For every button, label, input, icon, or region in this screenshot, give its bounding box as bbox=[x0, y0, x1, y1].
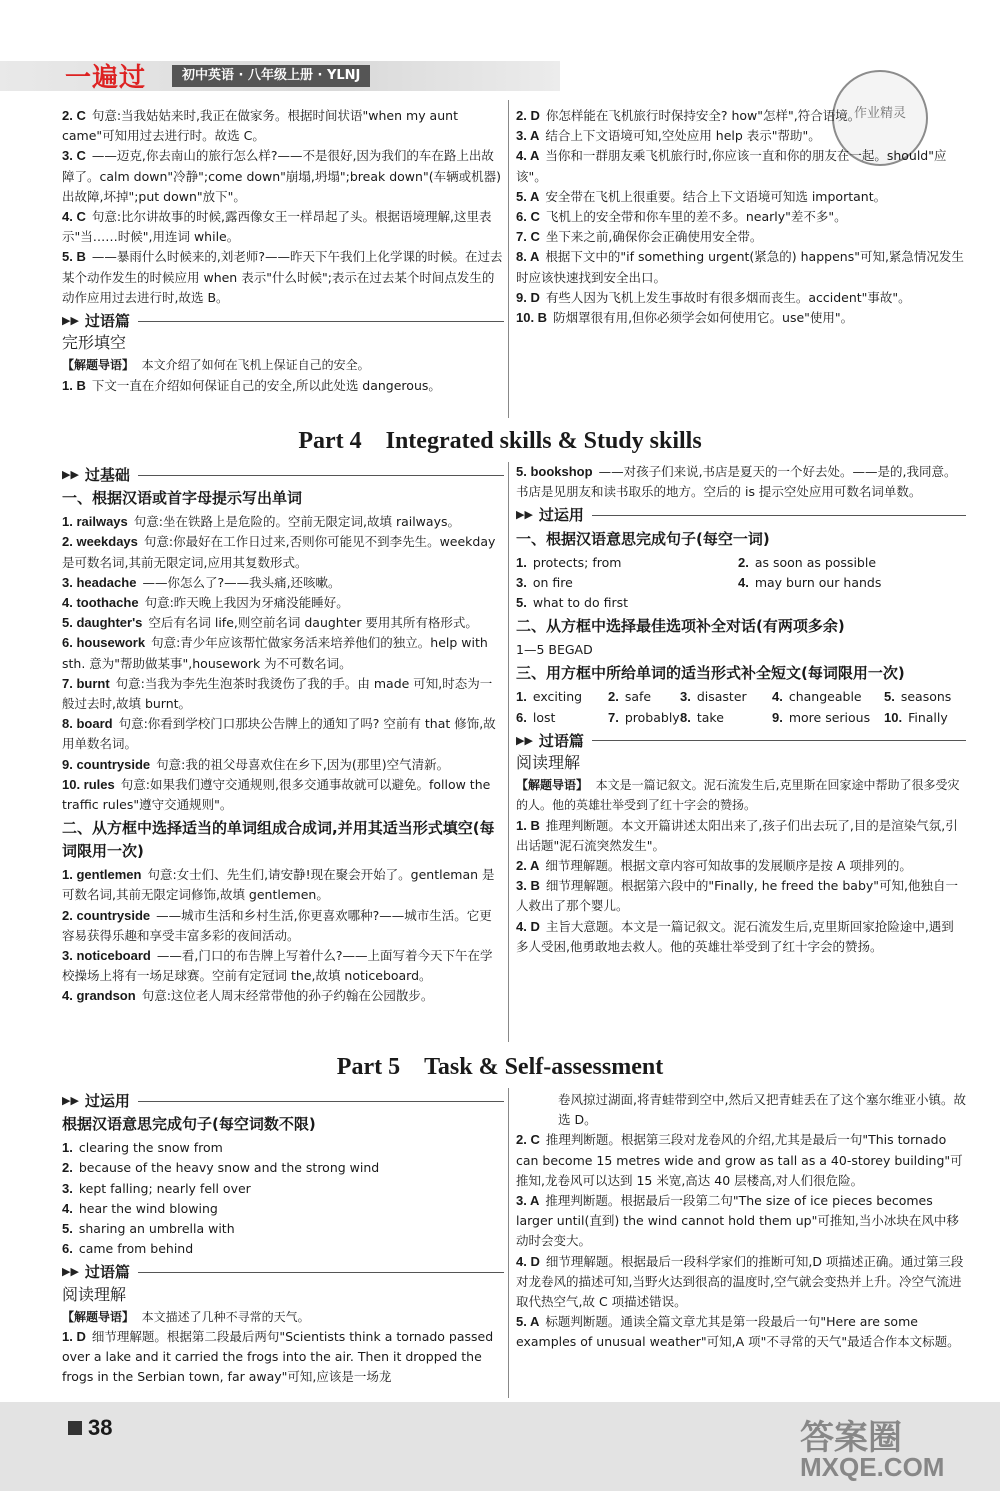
item-number: 5. bbox=[62, 1221, 73, 1237]
item-number: 10. B bbox=[516, 310, 548, 326]
item-number: 6. bbox=[62, 1241, 73, 1257]
answer-item bbox=[516, 1191, 966, 1252]
item-text: 推理判断题。本文开篇讲述太阳出来了,孩子们出去玩了,目的是渲染气氛,引出话题"泥石流突然发生"。 bbox=[516, 817, 958, 853]
answer-item: 1. B 下文一直在介绍如何保证自己的安全,所以此处选 dangerous。 bbox=[62, 377, 441, 393]
item-text: 根据下文中的"if something urgent(紧急的) happens"可知,紧急情况发生时应该快速找到安全出口。 bbox=[516, 249, 964, 285]
answer-item bbox=[62, 1199, 504, 1219]
answer-item bbox=[62, 946, 504, 986]
top-left-column bbox=[62, 106, 504, 396]
item-number: 9. bbox=[772, 709, 783, 725]
top-right-column bbox=[516, 106, 966, 328]
section-rule bbox=[138, 1101, 504, 1102]
watermark-text: 答案圈 bbox=[800, 1418, 902, 1458]
section-rule bbox=[592, 740, 966, 741]
answer-item bbox=[62, 906, 504, 946]
task-heading: 二、从方框中选择最佳选项补全对话(有两项多余) bbox=[516, 617, 845, 636]
item-number: 7. C bbox=[516, 229, 540, 245]
item-text: what to do first bbox=[532, 595, 629, 611]
answer-item: 1. D 细节理解题。根据第二段最后两句"Scientists think a tornado passed over a lake and it carried the frogs into the air. Then it dropped the frogs in the Serbian town, far away"可知,应该是一场龙 bbox=[62, 1329, 494, 1385]
item-text: 句意:当我姑姑来时,我正在做家务。根据时间状语"when my aunt came"可知用过去进行时。故选 C。 bbox=[62, 108, 458, 144]
item-text: more serious bbox=[788, 709, 871, 725]
item-text: probably bbox=[624, 709, 680, 725]
subhead-cloze: 完形填空 bbox=[62, 333, 127, 353]
item-number: 2. weekdays bbox=[62, 534, 138, 550]
answer-continuation: 卷风掠过湖面,将青蛙带到空中,然后又把青蛙丢在了这个塞尔维亚小镇。故选 D。 bbox=[558, 1092, 966, 1128]
item-text: Finally bbox=[908, 709, 948, 725]
item-number: 2. bbox=[608, 689, 619, 705]
answer-item bbox=[516, 288, 966, 308]
section-label-application: ▶▶ 过运用 bbox=[62, 1091, 504, 1111]
item-text: 句意:如果我们遵守交通规则,很多交通事故就可以避免。follow the traffic rules"遵守交通规则"。 bbox=[62, 776, 491, 813]
column-divider bbox=[508, 1088, 509, 1398]
part4-right-column bbox=[516, 462, 966, 957]
item-text: lost bbox=[532, 709, 556, 725]
item-text: 飞机上的安全带和你车里的差不多。nearly"差不多"。 bbox=[545, 209, 847, 225]
answer-row bbox=[516, 593, 966, 613]
chevron-icon: ▶▶ bbox=[62, 314, 79, 328]
item-text: 句意:女士们、先生们,请安静!现在聚会开始了。gentleman 是可数名词,其前无限定词修饰,故填 gentlemen。 bbox=[62, 867, 495, 903]
chevron-icon: ▶▶ bbox=[62, 468, 79, 481]
answer-item: 1—5 BEGAD bbox=[516, 642, 593, 658]
task-heading: 二、从方框中选择适当的单词组成合成词,并用其适当形式填空(每词限用一次) bbox=[62, 819, 495, 861]
item-number: 3. C bbox=[62, 148, 86, 164]
item-text: safe bbox=[624, 689, 652, 705]
section-rule bbox=[592, 515, 966, 516]
item-text: seasons bbox=[900, 689, 952, 705]
item-number: 1. bbox=[62, 1140, 73, 1156]
item-text: 你怎样能在飞机旅行时保持安全? how"怎样",符合语境。 bbox=[545, 108, 861, 123]
subhead-reading: 阅读理解 bbox=[516, 753, 581, 773]
answer-item bbox=[62, 755, 504, 775]
item-number: 2. C bbox=[516, 1132, 540, 1148]
item-number: 3. bbox=[62, 1180, 73, 1196]
answer-item bbox=[62, 532, 504, 572]
item-number: 3. bbox=[516, 574, 527, 590]
part5-left-column bbox=[62, 1088, 504, 1388]
item-number: 3. noticeboard bbox=[62, 948, 151, 964]
answer-cell bbox=[516, 593, 738, 613]
answer-item bbox=[62, 714, 504, 754]
answer-item bbox=[62, 633, 504, 673]
section-label-reading: ▶▶ 过语篇 bbox=[62, 1262, 504, 1282]
item-number: 1. gentlemen bbox=[62, 867, 142, 883]
answer-item bbox=[62, 613, 504, 633]
answer-cell bbox=[884, 687, 966, 707]
item-number: 8. bbox=[680, 709, 691, 725]
item-text: came from behind bbox=[78, 1241, 194, 1257]
item-text: ——迈克,你去南山的旅行怎么样?——不是很好,因为我们的车在路上出故障了。calm down"冷静";come down"崩塌,坍塌";break down"(车辆或机器)出故障,坏掉";put down"放下"。 bbox=[62, 148, 501, 204]
part5-right-column bbox=[516, 1090, 966, 1353]
square-icon bbox=[68, 1421, 82, 1435]
item-number: 6. bbox=[516, 709, 527, 725]
item-text: 标题判断题。通读全篇文章尤其是第一段最后一句"Here are some examples of unusual weather"可知,A 项"不寻常的天气"最适合作本文标题。 bbox=[516, 1314, 960, 1350]
item-number: 8. board bbox=[62, 716, 113, 732]
answer-item bbox=[516, 917, 966, 957]
item-text: 结合上下文语境可知,空处应用 help 表示"帮助"。 bbox=[545, 128, 821, 144]
item-text: ——暴雨什么时候来的,刘老师?——昨天下午我们上化学课的时候。在过去某个动作发生的时候应用 when 表示"什么时候";表示在过去某个时间点发生的动作应用过去进行时,故选 B。 bbox=[62, 249, 503, 305]
section-label-reading: ▶▶ 过语篇 bbox=[62, 311, 504, 331]
item-number: 9. D bbox=[516, 289, 540, 305]
guide-text: 【解题导语】 本文是一篇记叙文。泥石流发生后,克里斯在回家途中帮助了很多受灾的人。他的英雄壮举受到了红十字会的赞扬。 bbox=[516, 778, 960, 813]
item-text: exciting bbox=[532, 689, 583, 705]
item-number: 4. bbox=[738, 574, 749, 590]
item-text: 句意:昨天晚上我因为牙痛没能睡好。 bbox=[144, 595, 349, 611]
item-text: 句意:这位老人周末经常带他的孙子约翰在公园散步。 bbox=[141, 988, 434, 1004]
answer-item bbox=[62, 1239, 504, 1259]
item-number: 6. housework bbox=[62, 635, 146, 651]
guide-text: 【解题导语】 本文介绍了如何在飞机上保证自己的安全。 bbox=[62, 358, 370, 373]
part4-left-column bbox=[62, 462, 504, 1007]
answer-item bbox=[516, 308, 966, 328]
item-text: clearing the snow from bbox=[78, 1140, 223, 1156]
item-number: 2. bbox=[738, 554, 749, 570]
column-divider bbox=[508, 100, 509, 418]
item-number: 4. bbox=[772, 689, 783, 705]
item-number: 9. countryside bbox=[62, 756, 151, 772]
answer-item bbox=[516, 187, 966, 207]
answer-cell bbox=[516, 708, 608, 728]
item-number: 3. A bbox=[516, 1193, 540, 1209]
book-subtitle: 初中英语 · 八年级上册 · YLNJ bbox=[172, 65, 370, 87]
item-number: 2. A bbox=[516, 858, 540, 874]
item-number: 4. C bbox=[62, 209, 86, 225]
answer-item bbox=[62, 1138, 504, 1158]
answer-item bbox=[516, 207, 966, 227]
answer-item bbox=[516, 126, 966, 146]
item-text: 推理判断题。根据最后一段第二句"The size of ice pieces becomes larger until(直到) the wind cannot hold them up"可推知,当小冰块在风中移动时会变大。 bbox=[516, 1193, 959, 1249]
answer-cell bbox=[738, 553, 966, 573]
item-text: may burn our hands bbox=[754, 574, 882, 590]
item-text: 有些人因为飞机上发生事故时有很多烟而丧生。accident"事故"。 bbox=[545, 289, 911, 305]
book-logo: 一遍过 bbox=[65, 63, 147, 93]
answer-item bbox=[62, 106, 504, 146]
item-number: 4. grandson bbox=[62, 988, 136, 1004]
answer-item bbox=[62, 593, 504, 613]
section-rule bbox=[138, 321, 504, 322]
answer-item bbox=[516, 1130, 966, 1191]
item-number: 8. A bbox=[516, 249, 540, 265]
item-text: kept falling; nearly fell over bbox=[78, 1180, 251, 1196]
item-text: 句意:比尔讲故事的时候,露西像女王一样昂起了头。根据语境理解,这里表示"当……时候",用连词 while。 bbox=[62, 209, 492, 245]
task-heading: 一、根据汉语或首字母提示写出单词 bbox=[62, 489, 303, 508]
answer-cell bbox=[680, 687, 772, 707]
item-number: 2. bbox=[62, 1160, 73, 1176]
chevron-icon: ▶▶ bbox=[516, 508, 533, 522]
chevron-icon: ▶▶ bbox=[62, 1094, 79, 1107]
section-label-application: ▶▶ 过运用 bbox=[516, 505, 966, 525]
item-text: hear the wind blowing bbox=[78, 1200, 218, 1216]
answer-item bbox=[62, 207, 504, 247]
task-heading: 三、用方框中所给单词的适当形式补全短文(每词限用一次) bbox=[516, 664, 905, 683]
item-text: changeable bbox=[788, 689, 862, 705]
guide-text: 【解题导语】 本文描述了几种不寻常的天气。 bbox=[62, 1309, 310, 1324]
item-number: 5. A bbox=[516, 188, 540, 204]
part4-title: Part 4 Integrated skills & Study skills bbox=[298, 428, 702, 454]
answer-row bbox=[516, 708, 966, 728]
item-text: sharing an umbrella with bbox=[78, 1221, 235, 1237]
answer-cell bbox=[516, 687, 608, 707]
answer-item bbox=[62, 1219, 504, 1239]
answer-item bbox=[516, 247, 966, 287]
answer-item bbox=[62, 512, 504, 532]
item-number: 4. A bbox=[516, 148, 540, 164]
stamp-text: 作业精灵 bbox=[853, 106, 906, 121]
item-number: 2. D bbox=[516, 108, 540, 123]
item-number: 3. bbox=[680, 689, 691, 705]
answer-item bbox=[62, 775, 504, 815]
answer-cell bbox=[772, 687, 884, 707]
column-divider bbox=[508, 462, 509, 1042]
item-text: because of the heavy snow and the strong wind bbox=[78, 1160, 380, 1176]
item-number: 4. D bbox=[516, 918, 540, 934]
item-number: 3. headache bbox=[62, 574, 137, 590]
item-text: as soon as possible bbox=[754, 554, 877, 570]
section-label-reading: ▶▶ 过语篇 bbox=[516, 731, 966, 751]
item-text: 句意:我的祖父母喜欢住在乡下,因为(那里)空气清新。 bbox=[156, 756, 450, 772]
answer-row bbox=[516, 687, 966, 707]
answer-cell bbox=[738, 573, 966, 593]
item-text: 当你和一群朋友乘飞机旅行时,你应该一直和你的朋友在一起。should"应该"。 bbox=[516, 148, 947, 184]
section-label-basics: ▶▶ 过基础 bbox=[62, 465, 504, 485]
task-heading: 根据汉语意思完成句子(每空词数不限) bbox=[62, 1115, 316, 1134]
item-number: 1. bbox=[516, 689, 527, 705]
answer-cell bbox=[608, 687, 680, 707]
answer-cell bbox=[772, 708, 884, 728]
answer-cell bbox=[680, 708, 772, 728]
item-number: 5. bbox=[884, 689, 895, 705]
answer-item bbox=[62, 674, 504, 714]
answer-item bbox=[516, 876, 966, 916]
answer-row bbox=[516, 573, 966, 593]
answer-item bbox=[62, 986, 504, 1006]
answer-item: 5. bookshop ——对孩子们来说,书店是夏天的一个好去处。——是的,我同意。书店是见朋友和读书取乐的地方。空后的 is 提示空处应用可数名词单数。 bbox=[516, 464, 957, 500]
answer-item bbox=[62, 146, 504, 207]
subhead-reading: 阅读理解 bbox=[62, 1284, 127, 1304]
footer-band bbox=[0, 1402, 1000, 1491]
answer-item bbox=[516, 1252, 966, 1313]
item-number: 10. bbox=[884, 709, 903, 725]
answer-cell bbox=[516, 573, 738, 593]
item-number: 10. rules bbox=[62, 776, 115, 792]
item-text: take bbox=[696, 709, 724, 725]
item-text: 安全带在飞机上很重要。结合上下文语境可知选 important。 bbox=[545, 188, 887, 204]
item-text: 防烟罩很有用,但你必须学会如何使用它。use"使用"。 bbox=[553, 310, 854, 326]
item-number: 4. bbox=[62, 1200, 73, 1216]
item-number: 5. bbox=[516, 595, 527, 611]
item-number: 6. C bbox=[516, 209, 540, 225]
item-number: 4. toothache bbox=[62, 595, 139, 611]
answer-item bbox=[62, 865, 504, 905]
section-rule bbox=[138, 1272, 504, 1273]
section-rule bbox=[138, 475, 504, 476]
item-text: 句意:你最好在工作日过来,否则你可能见不到李先生。weekday 是可数名词,其前无限定词,应用其复数形式。 bbox=[62, 534, 496, 570]
answer-item bbox=[516, 1312, 966, 1352]
item-text: 句意:坐在铁路上是危险的。空前无限定词,故填 railways。 bbox=[133, 514, 460, 530]
item-text: 细节理解题。根据第六段中的"Finally, he freed the baby"可知,他独自一人救出了那个婴儿。 bbox=[516, 878, 958, 914]
item-number: 1. railways bbox=[62, 514, 128, 530]
answer-item bbox=[62, 573, 504, 593]
chevron-icon: ▶▶ bbox=[516, 733, 533, 747]
item-text: 推理判断题。根据第三段对龙卷风的介绍,尤其是最后一句"This tornado can become 15 metres wide and grow as tall as a 40-storey building"可推知,龙卷风可以达到 15 米宽,高达 40 层楼高,对人们很危险。 bbox=[516, 1132, 963, 1188]
item-number: 1. B bbox=[516, 817, 540, 833]
answer-item bbox=[516, 816, 966, 856]
item-text: ——城市生活和乡村生活,你更喜欢哪种?——城市生活。它更容易获得乐趣和享受丰富多彩的夜间活动。 bbox=[62, 907, 492, 943]
item-text: 主旨大意题。本文是一篇记叙文。泥石流发生后,克里斯回家抢险途中,遇到多人受困,他勇敢地去救人。他的英雄壮举受到了红十字会的赞扬。 bbox=[516, 918, 954, 954]
item-text: 句意:你看到学校门口那块公告牌上的通知了吗? 空前有 that 修饰,故用单数名词。 bbox=[62, 716, 496, 752]
answer-item bbox=[516, 227, 966, 247]
item-number: 5. B bbox=[62, 249, 86, 265]
item-number: 5. daughter's bbox=[62, 615, 143, 631]
item-text: 细节理解题。根据最后一段科学家们的推断可知,D 项描述正确。通过第三段对龙卷风的描述可知,当野火达到很高的温度时,空气就会变热并上升。冷空气流进取代热空气,故 C 项描述错误。 bbox=[516, 1253, 964, 1310]
answer-item bbox=[516, 106, 966, 126]
page-number: 38 bbox=[68, 1415, 112, 1441]
item-text: 句意:当我为李先生泡茶时我烫伤了我的手。由 made 可知,时态为一般过去时,故填 burnt。 bbox=[62, 675, 493, 712]
answer-item bbox=[516, 146, 966, 186]
item-number: 2. countryside bbox=[62, 907, 151, 923]
item-number: 7. bbox=[608, 709, 619, 725]
answer-cell bbox=[608, 708, 680, 728]
answer-item bbox=[62, 1158, 504, 1178]
item-number: 1. bbox=[516, 554, 527, 570]
item-text: disaster bbox=[696, 689, 747, 705]
item-text: 空后有名词 life,则空前名词 daughter 要用其所有格形式。 bbox=[148, 615, 478, 631]
answer-item bbox=[62, 1179, 504, 1199]
chevron-icon: ▶▶ bbox=[62, 1265, 79, 1279]
item-number: 3. B bbox=[516, 878, 540, 894]
item-text: 坐下来之前,确保你会正确使用安全带。 bbox=[545, 229, 763, 245]
part5-title: Part 5 Task & Self-assessment bbox=[336, 1054, 664, 1080]
task-heading: 一、根据汉语意思完成句子(每空一词) bbox=[516, 529, 770, 548]
watermark-site: MXQE.COM bbox=[800, 1452, 945, 1482]
answer-item bbox=[62, 247, 504, 308]
item-text: ——你怎么了?——我头痛,还咳嗽。 bbox=[142, 574, 341, 590]
item-text: 句意:青少年应该帮忙做家务活来培养他们的独立。help with sth. 意为"帮助做某事",housework 为不可数名词。 bbox=[62, 635, 488, 671]
item-text: ——看,门口的布告牌上写着什么?——上面写着今天下午在学校操场上将有一场足球赛。空前有定冠词 the,故填 noticeboard。 bbox=[62, 948, 493, 984]
item-text: protects; from bbox=[532, 554, 622, 570]
item-number: 4. D bbox=[516, 1253, 540, 1269]
item-number: 5. A bbox=[516, 1314, 540, 1330]
item-number: 2. C bbox=[62, 108, 86, 123]
item-number: 3. A bbox=[516, 128, 540, 144]
answer-row bbox=[516, 553, 966, 573]
answer-cell bbox=[516, 553, 738, 573]
item-text: 细节理解题。根据文章内容可知故事的发展顺序是按 A 项排列的。 bbox=[545, 858, 912, 874]
item-text: on fire bbox=[532, 574, 573, 590]
answer-item bbox=[516, 856, 966, 876]
answer-cell bbox=[884, 708, 966, 728]
item-number: 7. burnt bbox=[62, 675, 110, 691]
